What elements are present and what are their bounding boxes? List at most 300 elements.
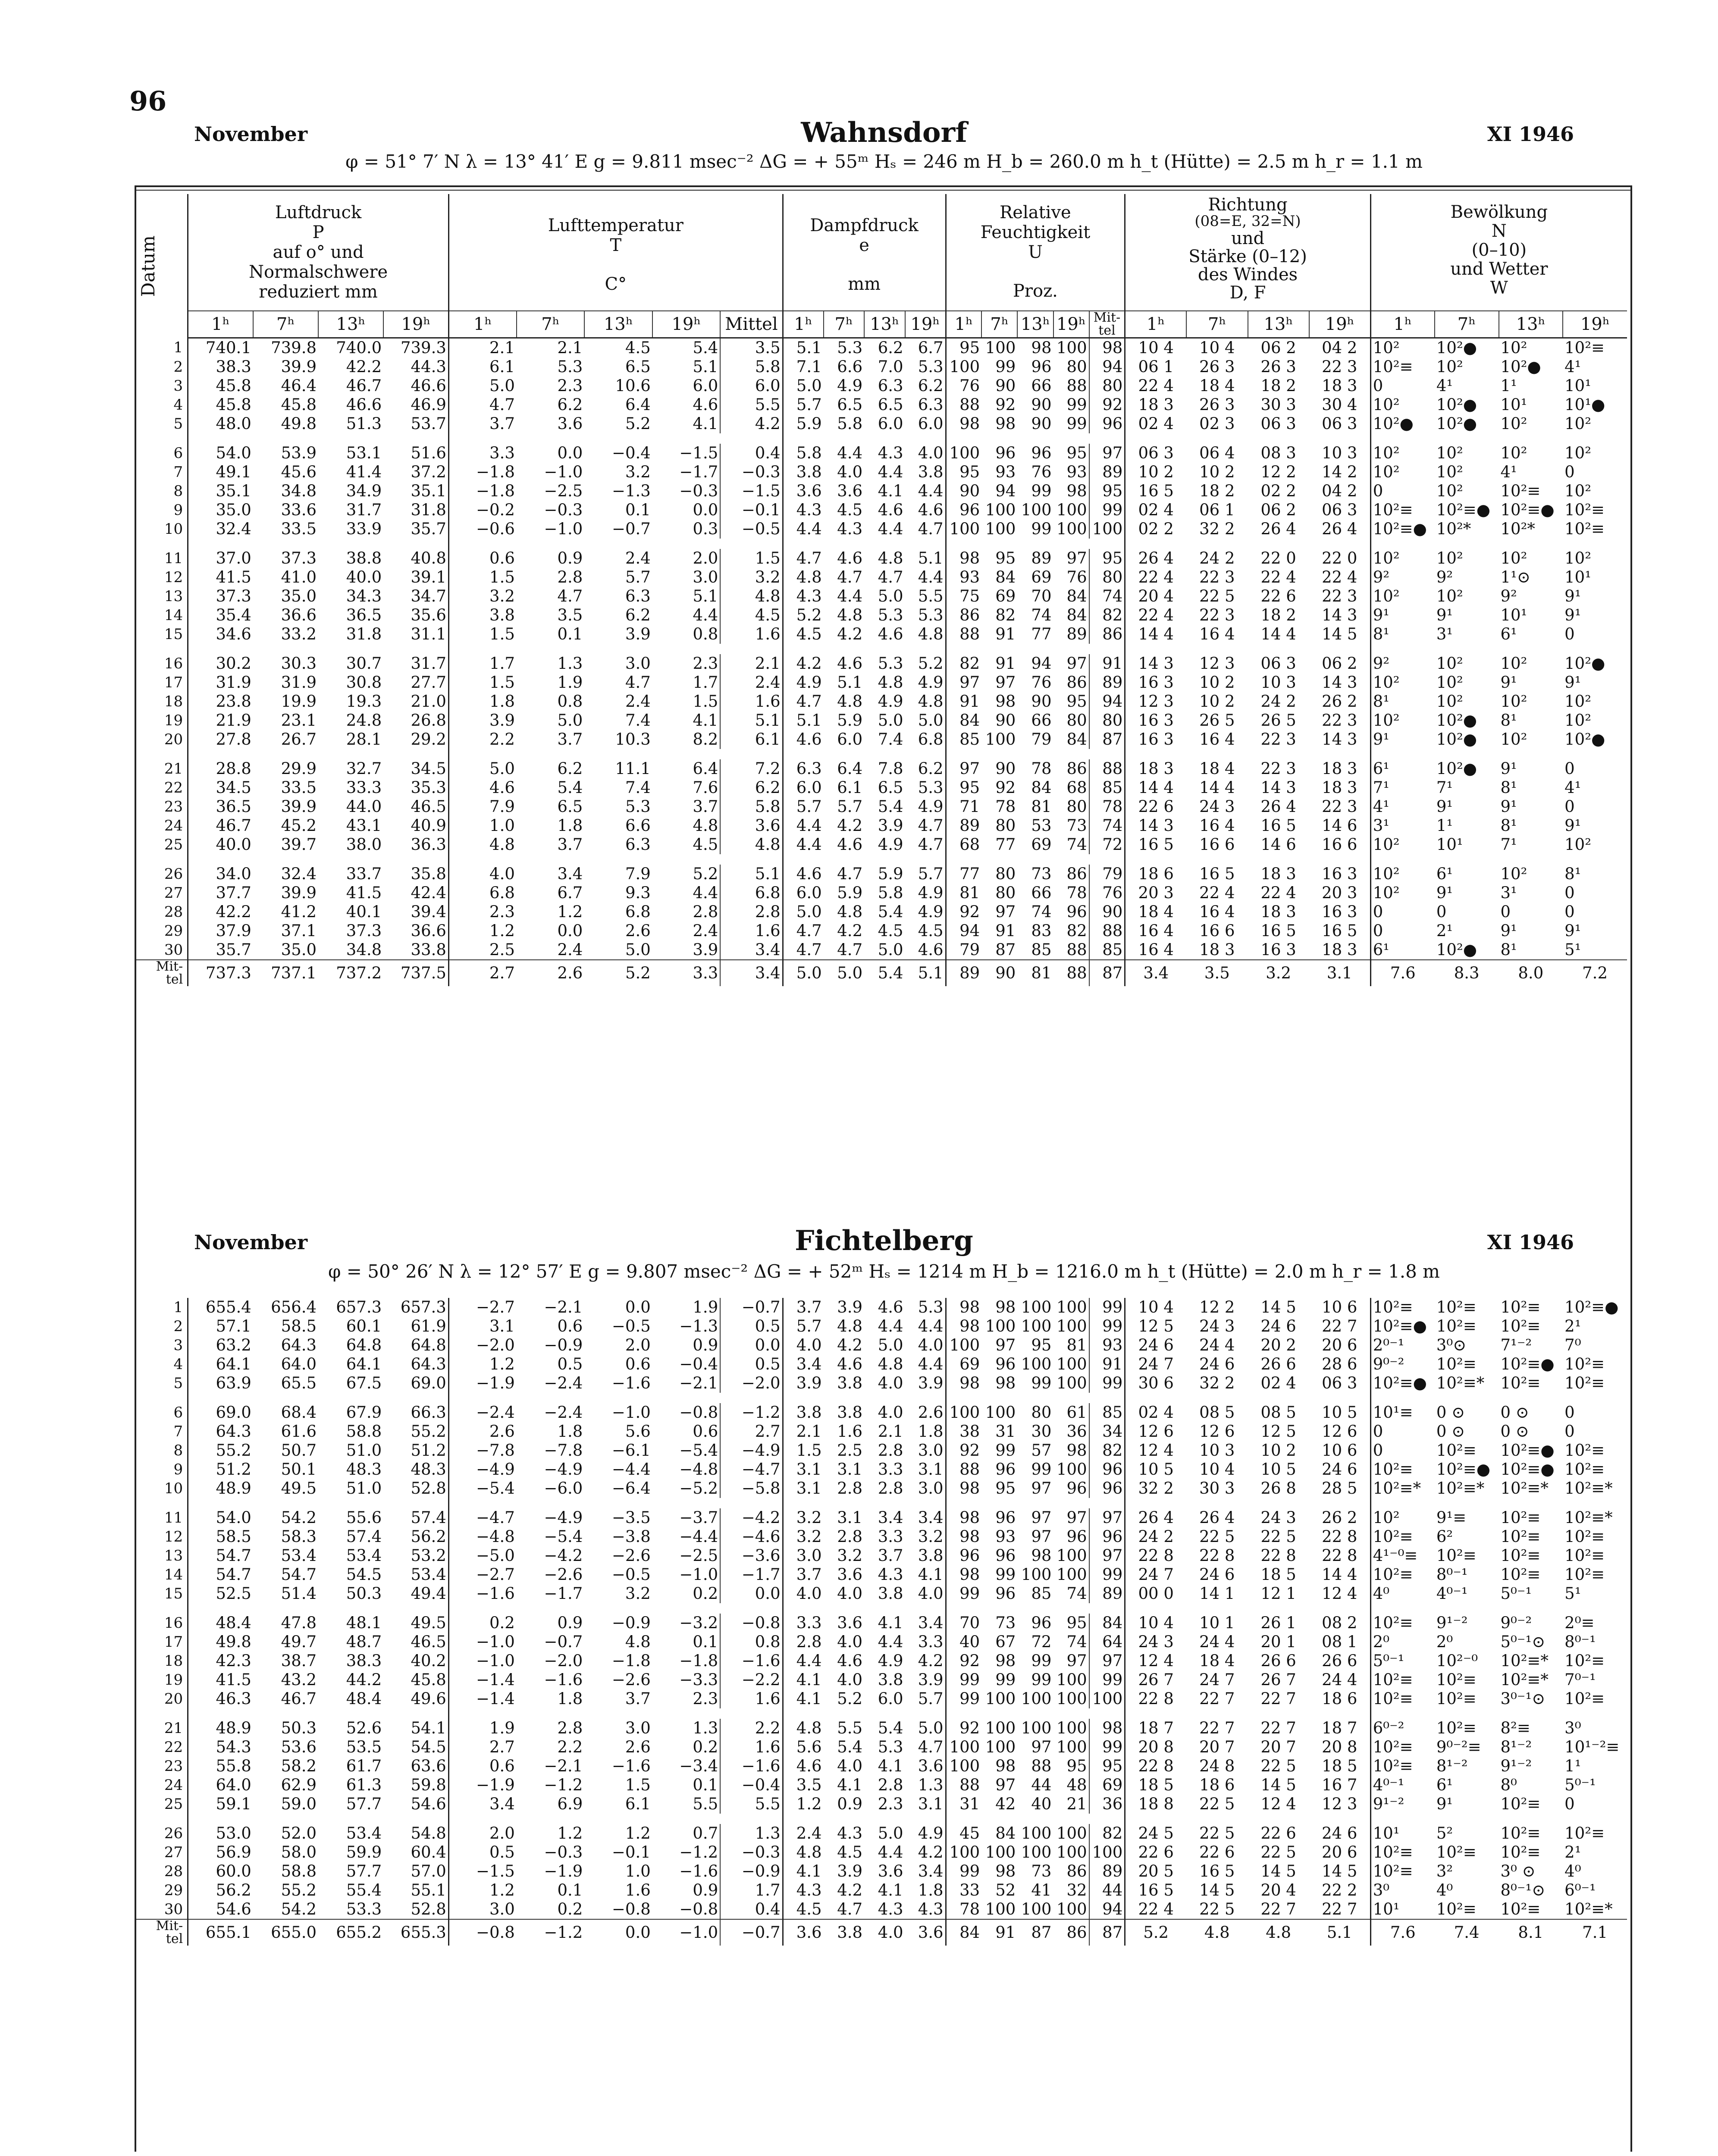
day-cell: 10 xyxy=(164,520,183,538)
value-cell: 8¹ xyxy=(1500,778,1517,797)
value-cell: 6¹ xyxy=(1500,625,1517,643)
value-cell: 22 4 xyxy=(1260,884,1296,902)
value-cell: 10¹ xyxy=(1436,835,1463,854)
value-cell: 39.9 xyxy=(281,797,317,816)
value-cell: 94 xyxy=(1031,654,1052,673)
value-cell: 31.8 xyxy=(346,625,382,643)
value-cell: 32 2 xyxy=(1199,1374,1235,1392)
value-cell: 24 6 xyxy=(1199,1355,1235,1373)
value-cell: 10¹ xyxy=(1370,1900,1435,1919)
value-cell: 4.5 xyxy=(918,921,944,940)
value-cell: 6.1 xyxy=(720,730,783,749)
value-cell: 92 xyxy=(995,395,1016,414)
value-cell: 10²≡● xyxy=(1436,501,1491,519)
value-cell: 1.8 xyxy=(918,1422,944,1441)
value-cell: 1.7 xyxy=(720,1881,783,1900)
value-cell: 3.4 xyxy=(918,1862,944,1880)
value-cell: 10²≡ xyxy=(1500,1795,1541,1813)
value-cell: −0.7 xyxy=(544,1633,583,1651)
value-cell: 2.3 xyxy=(878,1795,903,1813)
value-cell: 4.3 xyxy=(783,501,823,520)
value-cell: 41.5 xyxy=(188,568,253,587)
feuchtigkeit-header xyxy=(946,194,1125,311)
value-cell: 52.8 xyxy=(411,1900,446,1918)
table-row xyxy=(136,797,1627,816)
value-cell: 54.6 xyxy=(188,1900,253,1919)
dampf-unit: mm xyxy=(848,274,881,294)
value-cell: 50.7 xyxy=(281,1441,317,1460)
hour-header-h7: 7ʰ xyxy=(517,311,584,338)
value-cell: 1.6 xyxy=(720,1689,783,1708)
value-cell: 28.1 xyxy=(346,730,382,749)
value-cell: 40 xyxy=(946,1633,981,1651)
value-cell: 87 xyxy=(995,940,1016,959)
value-cell: 7.6 xyxy=(693,778,718,797)
value-cell: 10¹ xyxy=(1370,1824,1435,1843)
value-cell: 18 2 xyxy=(1199,482,1235,500)
value-cell: 97 xyxy=(1031,1508,1052,1527)
value-cell: 3.3 xyxy=(878,1460,903,1479)
value-cell: 80 xyxy=(1031,1403,1052,1422)
hour-header-h19: 19ʰ xyxy=(1309,311,1370,338)
value-cell: 4.0 xyxy=(837,463,863,481)
day-cell: 29 xyxy=(164,922,183,940)
value-cell: 53.1 xyxy=(346,444,382,462)
value-cell: 3.1 xyxy=(783,1479,823,1498)
value-cell: 3.2 xyxy=(448,587,516,606)
value-cell: 10²≡ xyxy=(1500,1900,1541,1918)
value-cell: 34 xyxy=(1089,1422,1125,1441)
value-cell: 48.4 xyxy=(188,1614,253,1633)
value-cell: 3⁰ xyxy=(1370,1881,1435,1900)
value-cell: 86 xyxy=(1066,865,1087,883)
value-cell: 7.9 xyxy=(625,865,651,883)
mean-cell: 3.4 xyxy=(720,960,783,986)
value-cell: 55.2 xyxy=(281,1881,317,1899)
value-cell: 14 4 xyxy=(1125,625,1186,644)
value-cell: 1.8 xyxy=(557,816,583,835)
value-cell: 7.0 xyxy=(878,357,903,376)
value-cell: 99 xyxy=(946,1584,981,1603)
value-cell: 96 xyxy=(1089,1527,1125,1546)
value-cell: 1¹ xyxy=(1564,1757,1581,1775)
value-cell: 30 3 xyxy=(1199,1479,1235,1498)
value-cell: 10 4 xyxy=(1125,338,1186,358)
table-row xyxy=(136,1633,1627,1651)
value-cell: 4.4 xyxy=(918,1317,944,1335)
value-cell: 9¹ xyxy=(1370,730,1435,749)
value-cell: 2.8 xyxy=(783,1633,823,1651)
table-row xyxy=(136,1565,1627,1584)
value-cell: 22 0 xyxy=(1260,549,1296,567)
value-cell: 5.9 xyxy=(878,865,903,883)
value-cell: 91 xyxy=(995,654,1016,673)
value-cell: 10²≡● xyxy=(1500,1441,1555,1460)
value-cell: 30.2 xyxy=(188,654,253,673)
value-cell: 26 2 xyxy=(1322,1508,1357,1527)
value-cell: 00 0 xyxy=(1125,1584,1186,1603)
value-cell: 38.7 xyxy=(281,1651,317,1670)
value-cell: 96 xyxy=(946,501,981,520)
feucht-title: Relative xyxy=(1000,203,1071,222)
value-cell: 18 6 xyxy=(1125,865,1186,884)
value-cell: 88 xyxy=(946,1776,981,1795)
value-cell: 4.2 xyxy=(837,1336,863,1354)
hour-header-h1: 1ʰ xyxy=(1125,311,1186,338)
value-cell: 10²≡* xyxy=(1564,1479,1613,1498)
value-cell: 6⁰⁻¹ xyxy=(1564,1881,1596,1899)
value-cell: 40.2 xyxy=(411,1651,446,1670)
value-cell: 4.5 xyxy=(625,338,651,357)
value-cell: 0 xyxy=(1564,1795,1575,1813)
mean-cell: 81 xyxy=(1017,960,1053,986)
value-cell: 3.1 xyxy=(918,1795,944,1813)
value-cell: 5.0 xyxy=(918,1719,944,1737)
value-cell: 97 xyxy=(995,903,1016,921)
table-row xyxy=(136,1508,1627,1527)
value-cell: 24 7 xyxy=(1125,1355,1186,1374)
value-cell: 32.7 xyxy=(346,759,382,778)
value-cell: 10²≡ xyxy=(1564,1460,1605,1479)
value-cell: 92 xyxy=(946,903,981,921)
value-cell: 10²● xyxy=(1436,759,1477,778)
station-header-wahnsdorf xyxy=(194,116,1574,151)
lufttemperatur-header xyxy=(448,194,783,311)
value-cell: 3.7 xyxy=(783,1565,823,1584)
value-cell: 0.0 xyxy=(557,921,583,940)
value-cell: 46.3 xyxy=(188,1689,253,1708)
value-cell: 45.8 xyxy=(188,395,253,414)
value-cell: 69.0 xyxy=(411,1374,446,1392)
value-cell: −2.6 xyxy=(611,1670,651,1689)
value-cell: 5⁰⁻¹ xyxy=(1564,1776,1596,1794)
value-cell: 90 xyxy=(995,376,1016,395)
value-cell: 10² xyxy=(1370,463,1435,482)
value-cell: 10¹ xyxy=(1564,376,1592,395)
value-cell: 93 xyxy=(1066,463,1087,481)
value-cell: 739.8 xyxy=(271,338,317,357)
value-cell: 57.7 xyxy=(346,1862,382,1880)
value-cell: 16 3 xyxy=(1322,865,1357,883)
value-cell: 76 xyxy=(1089,884,1125,903)
value-cell: 10¹⁻²≡ xyxy=(1564,1738,1620,1756)
value-cell: 63.2 xyxy=(188,1336,253,1355)
value-cell: 100 xyxy=(1056,1355,1087,1373)
value-cell: 10²● xyxy=(1436,940,1477,959)
value-cell: 24.8 xyxy=(346,711,382,730)
value-cell: 44 xyxy=(1031,1776,1052,1794)
value-cell: 10²≡● xyxy=(1500,1355,1555,1373)
value-cell: 2.6 xyxy=(918,1403,944,1422)
bewoelkung-label: N xyxy=(1491,221,1507,241)
value-cell: 3.8 xyxy=(918,463,944,481)
value-cell: 22 7 xyxy=(1322,1317,1357,1335)
mean-cell: 7.4 xyxy=(1435,1919,1499,1946)
value-cell: 31.8 xyxy=(411,501,446,519)
value-cell: 98 xyxy=(946,1479,981,1498)
value-cell: 1.8 xyxy=(448,692,516,711)
value-cell: 89 xyxy=(1089,1584,1125,1603)
value-cell: 33.5 xyxy=(281,778,317,797)
value-cell: 29.9 xyxy=(281,759,317,778)
value-cell: 02 4 xyxy=(1125,501,1186,520)
mean-cell: 7.1 xyxy=(1563,1919,1627,1946)
value-cell: 10²≡ xyxy=(1436,1441,1477,1460)
value-cell: 86 xyxy=(1089,625,1125,644)
value-cell: 02 4 xyxy=(1125,1403,1186,1422)
value-cell: 40.0 xyxy=(188,835,253,854)
value-cell: 16 3 xyxy=(1125,711,1186,730)
value-cell: 10²≡ xyxy=(1564,1527,1605,1546)
value-cell: 98 xyxy=(946,414,981,433)
value-cell: 41.4 xyxy=(346,463,382,481)
value-cell: 71 xyxy=(946,797,981,816)
value-cell: 4¹ xyxy=(1564,357,1581,376)
value-cell: 2.1 xyxy=(783,1422,823,1441)
value-cell: 6.4 xyxy=(693,759,718,778)
value-cell: 40 xyxy=(1031,1795,1052,1813)
value-cell: 2.3 xyxy=(693,1689,718,1708)
value-cell: 4.6 xyxy=(693,395,718,414)
value-cell: 14 5 xyxy=(1322,1862,1357,1880)
day-cell: 24 xyxy=(164,817,183,834)
value-cell: 90 xyxy=(946,482,981,501)
value-cell: 14 6 xyxy=(1322,816,1357,835)
value-cell: 06 3 xyxy=(1322,414,1357,433)
value-cell: 5¹ xyxy=(1564,940,1581,959)
value-cell: 2.4 xyxy=(625,549,651,567)
day-cell: 19 xyxy=(164,1671,183,1689)
value-cell: 99 xyxy=(1031,1374,1052,1392)
value-cell: 4.8 xyxy=(837,692,863,711)
value-cell: 2.8 xyxy=(557,568,583,586)
value-cell: 6.6 xyxy=(837,357,863,376)
value-cell: 14 5 xyxy=(1260,1862,1296,1880)
value-cell: 14 4 xyxy=(1199,778,1235,797)
value-cell: 26 5 xyxy=(1199,711,1235,730)
value-cell: 36.6 xyxy=(281,606,317,624)
value-cell: 10²≡ xyxy=(1436,1546,1477,1565)
value-cell: 12 6 xyxy=(1125,1422,1186,1441)
value-cell: 55.2 xyxy=(188,1441,253,1460)
value-cell: −1.8 xyxy=(448,482,516,501)
value-cell: 3⁰⁻¹⊙ xyxy=(1500,1689,1546,1708)
value-cell: 26 2 xyxy=(1322,692,1357,711)
value-cell: 69 xyxy=(946,1355,981,1374)
value-cell: 10² xyxy=(1564,692,1592,711)
value-cell: 4¹ xyxy=(1500,463,1517,481)
day-cell: 19 xyxy=(164,712,183,729)
value-cell: 3.4 xyxy=(720,940,783,960)
value-cell: −4.2 xyxy=(544,1546,583,1565)
mean-cell: 4.8 xyxy=(1248,1919,1309,1946)
value-cell: 87 xyxy=(1089,730,1125,749)
value-cell: 48.3 xyxy=(411,1460,446,1479)
value-cell: 2.5 xyxy=(837,1441,863,1460)
value-cell: 37.3 xyxy=(346,921,382,940)
value-cell: 06 1 xyxy=(1199,501,1235,519)
value-cell: 10²≡ xyxy=(1436,1298,1477,1316)
value-cell: 6.0 xyxy=(720,376,783,395)
value-cell: 22 7 xyxy=(1260,1719,1296,1737)
value-cell: −0.4 xyxy=(720,1776,783,1795)
value-cell: −0.4 xyxy=(611,444,651,462)
value-cell: 18 7 xyxy=(1125,1719,1186,1738)
day-cell: 8 xyxy=(173,483,183,500)
mean-cell: 655.0 xyxy=(253,1919,318,1946)
value-cell: 0.8 xyxy=(693,625,718,643)
value-cell: 35.7 xyxy=(188,940,253,960)
value-cell: 10²≡ xyxy=(1564,1689,1605,1708)
value-cell: 2.0 xyxy=(693,549,718,567)
value-cell: 3.9 xyxy=(783,1374,823,1393)
value-cell: 3.0 xyxy=(693,568,718,586)
day-cell: 23 xyxy=(164,1758,183,1775)
value-cell: 10²≡ xyxy=(1500,1527,1541,1546)
value-cell: 4.1 xyxy=(878,1614,903,1632)
value-cell: 69 xyxy=(1031,568,1052,586)
dampfdruck-header xyxy=(783,194,946,311)
value-cell: 97 xyxy=(1031,1738,1052,1756)
value-cell: 7.4 xyxy=(878,730,903,749)
table-row xyxy=(136,1317,1627,1336)
value-cell: 0 xyxy=(1370,1441,1435,1460)
value-cell: 2.3 xyxy=(693,654,718,673)
value-cell: 10²≡* xyxy=(1500,1479,1549,1498)
day-cell: 4 xyxy=(173,396,183,414)
value-cell: 3.7 xyxy=(878,1546,903,1565)
value-cell: 657.3 xyxy=(336,1298,382,1316)
value-cell: 58.8 xyxy=(346,1422,382,1441)
value-cell: 08 2 xyxy=(1322,1614,1357,1632)
value-cell: 4.7 xyxy=(783,921,823,940)
value-cell: 6.8 xyxy=(918,730,944,749)
value-cell: 1.2 xyxy=(448,921,516,940)
value-cell: 6.1 xyxy=(625,1795,651,1813)
value-cell: 12 5 xyxy=(1260,1422,1296,1441)
mean-cell: 2.7 xyxy=(448,960,516,986)
value-cell: 98 xyxy=(946,1527,981,1546)
value-cell: 3.9 xyxy=(918,1670,944,1689)
value-cell: 76 xyxy=(1031,673,1052,692)
value-cell: 10 3 xyxy=(1199,1441,1235,1460)
value-cell: 97 xyxy=(1089,444,1125,463)
value-cell: 1.5 xyxy=(693,692,718,711)
value-cell: 63.6 xyxy=(411,1757,446,1775)
value-cell: 99 xyxy=(1031,520,1052,538)
value-cell: 55.6 xyxy=(346,1508,382,1527)
value-cell: 98 xyxy=(946,549,981,568)
value-cell: 78 xyxy=(1031,759,1052,778)
value-cell: 57.4 xyxy=(346,1527,382,1546)
value-cell: 1.6 xyxy=(720,625,783,644)
value-cell: 85 xyxy=(1031,940,1052,959)
value-cell: 2.8 xyxy=(878,1776,903,1794)
value-cell: 2.0 xyxy=(448,1824,516,1843)
value-cell: 20 7 xyxy=(1260,1738,1296,1756)
value-cell: 50.1 xyxy=(281,1460,317,1479)
value-cell: 22 4 xyxy=(1125,376,1186,395)
value-cell: 85 xyxy=(1031,1584,1052,1603)
value-cell: 2.4 xyxy=(783,1824,823,1843)
value-cell: 6.0 xyxy=(693,376,718,395)
value-cell: 1.2 xyxy=(783,1795,823,1814)
value-cell: 4.8 xyxy=(837,606,863,624)
value-cell: 99 xyxy=(1031,1460,1052,1479)
luftdruck-note: Normalschwere xyxy=(248,262,388,282)
value-cell: 34.8 xyxy=(346,940,382,959)
value-cell: 31.7 xyxy=(411,654,446,673)
value-cell: 10² xyxy=(1436,587,1463,605)
value-cell: 100 xyxy=(1056,1565,1087,1584)
value-cell: 2.6 xyxy=(625,921,651,940)
value-cell: 53.9 xyxy=(281,444,317,462)
value-cell: 4.6 xyxy=(783,865,823,884)
value-cell: 3.0 xyxy=(918,1441,944,1460)
value-cell: 2.8 xyxy=(720,903,783,921)
value-cell: 100 xyxy=(946,1757,981,1776)
value-cell: 0.7 xyxy=(693,1824,718,1843)
value-cell: 10²≡ xyxy=(1436,1900,1477,1918)
value-cell: 3.9 xyxy=(918,1374,944,1392)
value-cell: 56.2 xyxy=(188,1881,253,1900)
value-cell: 97 xyxy=(995,1336,1016,1354)
value-cell: 16 4 xyxy=(1199,625,1235,643)
value-cell: 4.5 xyxy=(878,921,903,940)
value-cell: −0.5 xyxy=(611,1317,651,1335)
value-cell: 32 2 xyxy=(1199,520,1235,538)
value-cell: 54.1 xyxy=(411,1719,446,1737)
value-cell: 10²≡ xyxy=(1500,1843,1541,1861)
value-cell: 80 xyxy=(1089,711,1125,730)
table-row xyxy=(136,1336,1627,1355)
value-cell: 6.0 xyxy=(783,884,823,903)
value-cell: 89 xyxy=(1031,549,1052,567)
value-cell: 44.3 xyxy=(411,357,446,376)
value-cell: 5.0 xyxy=(878,587,903,605)
value-cell: 739.3 xyxy=(400,338,446,357)
day-cell: 24 xyxy=(164,1777,183,1794)
value-cell: 93 xyxy=(946,568,981,587)
value-cell: 1.3 xyxy=(720,1824,783,1843)
value-cell: 6.8 xyxy=(625,903,651,921)
value-cell: 10²● xyxy=(1436,395,1477,414)
value-cell: 1.6 xyxy=(720,921,783,940)
value-cell: 10²≡● xyxy=(1436,1460,1491,1479)
value-cell: 4.3 xyxy=(918,1900,944,1918)
value-cell: 4.9 xyxy=(878,692,903,711)
table-row xyxy=(136,1527,1627,1546)
value-cell: 4.6 xyxy=(878,1298,903,1316)
day-cell: 6 xyxy=(173,445,183,462)
value-cell: 04 2 xyxy=(1322,482,1357,500)
value-cell: 12 5 xyxy=(1125,1317,1186,1336)
value-cell: 64.3 xyxy=(411,1355,446,1373)
value-cell: 4.4 xyxy=(693,606,718,624)
value-cell: 10²● xyxy=(1436,711,1477,730)
value-cell: 100 xyxy=(985,501,1016,519)
table-row xyxy=(136,625,1627,644)
mean-cell: 3.8 xyxy=(824,1919,864,1946)
value-cell: 5.1 xyxy=(720,865,783,884)
value-cell: 22 8 xyxy=(1125,1546,1186,1565)
value-cell: 7¹⁻² xyxy=(1500,1336,1532,1354)
value-cell: 1.9 xyxy=(448,1719,516,1738)
value-cell: 24 6 xyxy=(1322,1824,1357,1843)
value-cell: 76 xyxy=(1031,463,1052,481)
value-cell: 6.8 xyxy=(448,884,516,903)
value-cell: 4.6 xyxy=(837,835,863,854)
